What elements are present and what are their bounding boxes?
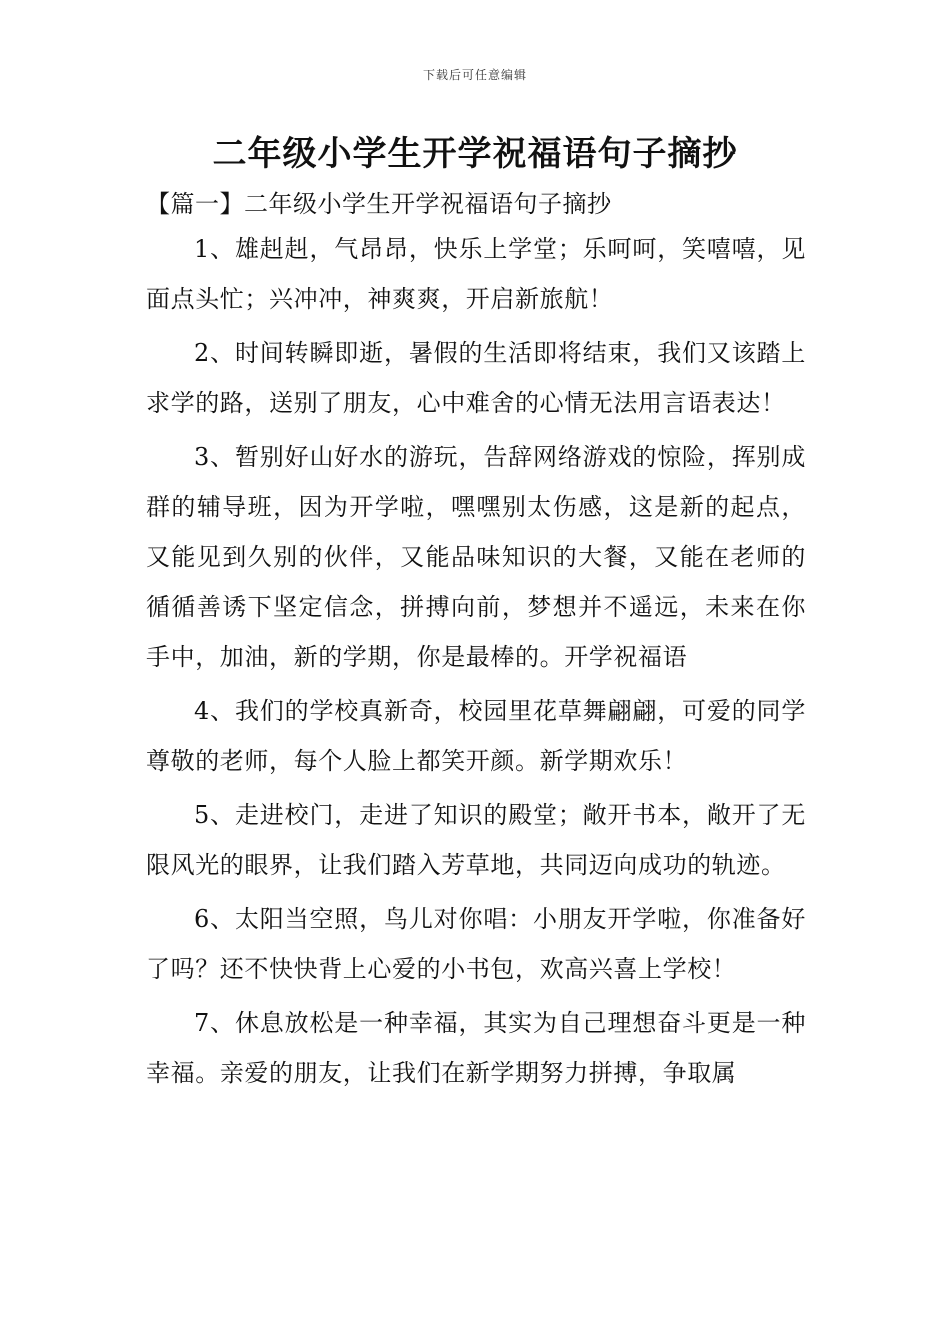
section-heading: 【篇一】二年级小学生开学祝福语句子摘抄: [146, 190, 612, 218]
paragraph-7: 7、休息放松是一种幸福，其实为自己理想奋斗更是一种幸福。亲爱的朋友，让我们在新学期努力拼搏，争取属: [146, 1009, 806, 1087]
document-title: 二年级小学生开学祝福语句子摘抄: [212, 134, 738, 174]
paragraph-3: 3、暂别好山好水的游玩，告辞网络游戏的惊险，挥别成群的辅导班，因为开学啦，嘿嘿别太伤感，这是新的起点，又能见到久别的伙伴，又能品味知识的大餐，又能在老师的循循善诱下坚定信念，拼搏向前，梦想并不遥远，未来在你手中，加油，新的学期，你是最棒的。开学祝福语: [146, 443, 806, 671]
paragraph-4: 4、我们的学校真新奇，校园里花草舞翩翩，可爱的同学尊敬的老师，每个人脸上都笑开颜。新学期欢乐！: [146, 697, 806, 775]
document-body: [146, 224, 806, 1102]
paragraph-5: 5、走进校门，走进了知识的殿堂；敞开书本，敞开了无限风光的眼界，让我们踏入芳草地，共同迈向成功的轨迹。: [146, 801, 806, 879]
paragraph-2: 2、时间转瞬即逝，暑假的生活即将结束，我们又该踏上求学的路，送别了朋友，心中难舍的心情无法用言语表达！: [146, 339, 806, 417]
header-note: 下载后可任意编辑: [422, 68, 527, 82]
paragraph-6: 6、太阳当空照，鸟儿对你唱：小朋友开学啦，你准备好了吗？还不快快背上心爱的小书包，欢高兴喜上学校！: [146, 905, 806, 983]
paragraph-1: 1、雄赳赳，气昂昂，快乐上学堂；乐呵呵，笑嘻嘻，见面点头忙；兴冲冲，神爽爽，开启新旅航！: [146, 235, 806, 313]
